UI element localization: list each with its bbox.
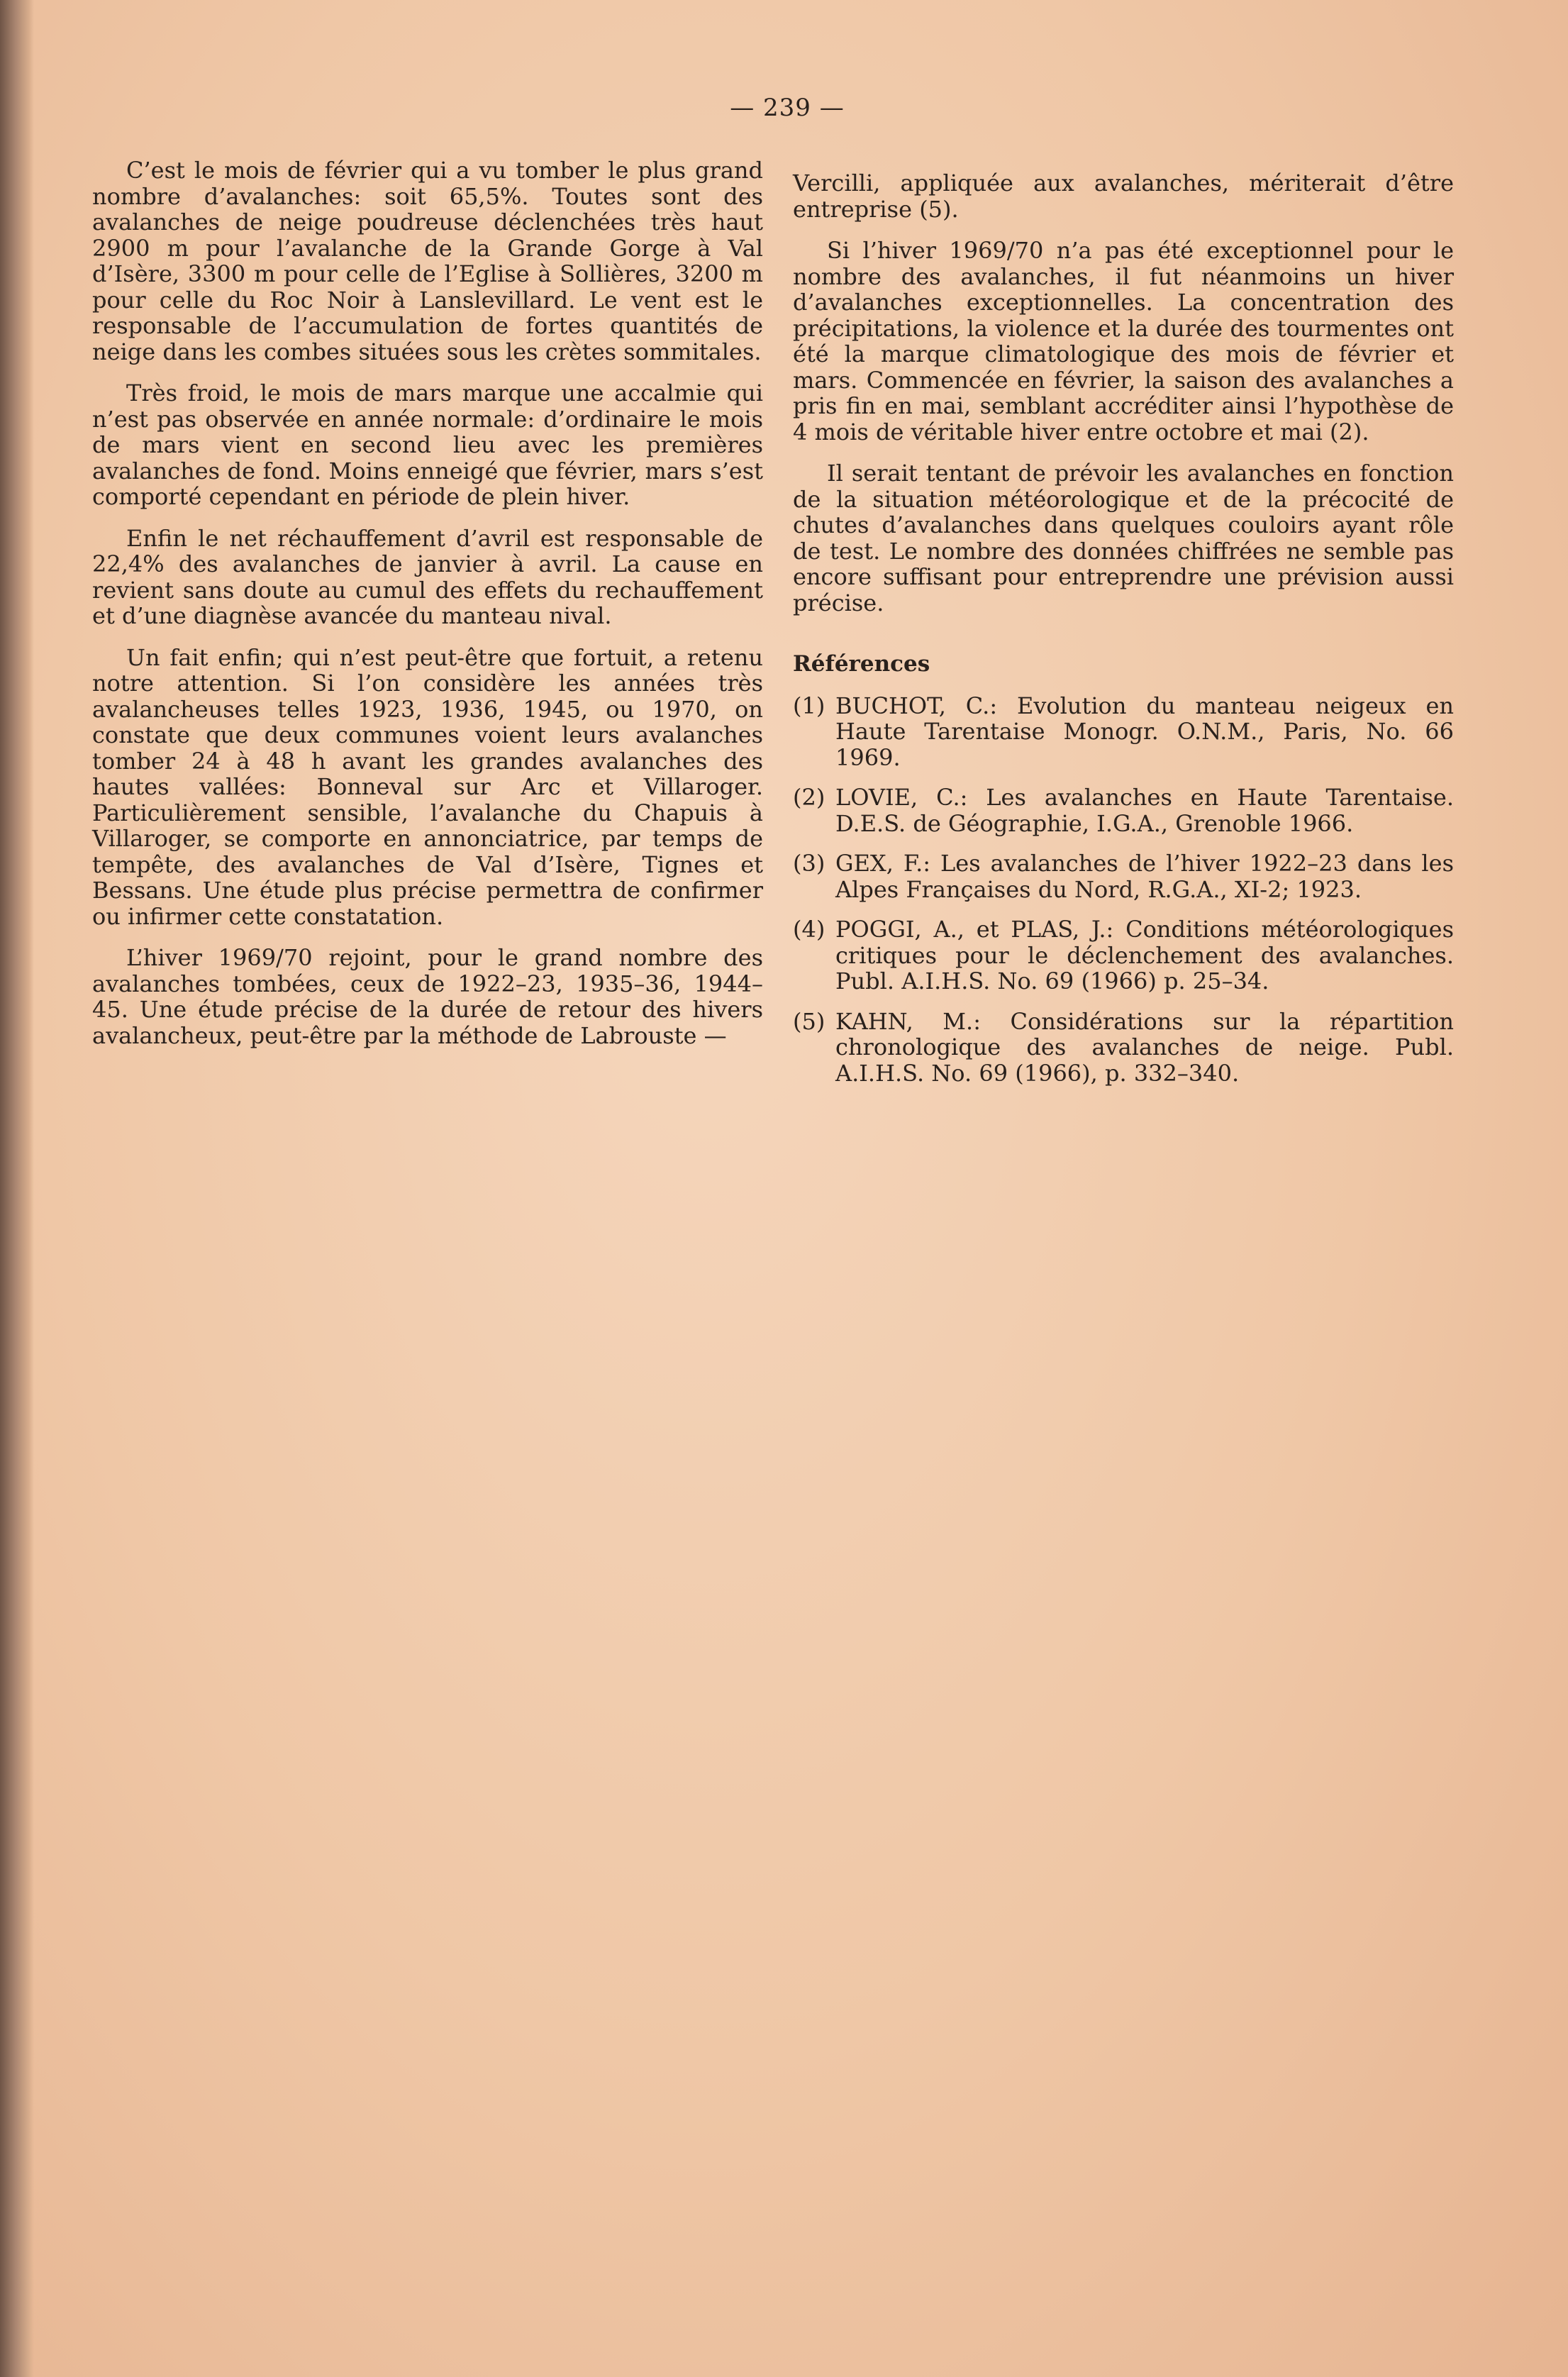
left-column — [92, 157, 763, 1064]
reference-text: KAHN, M.: Considérations sur la répartition chronologique des avalanches de neige. Publ. A.I.H.S. No. 69 (1966), p. 332–340. — [835, 1007, 1454, 1087]
paragraph-forecast: Il serait tentant de prévoir les avalanches en fonction de la situation météorologique et de la précocité de chutes d’avalanches dans quelques couloirs ayant rôle de test. Le nombre des données chiffrées ne semble pas encore suffisant pour entreprendre une prévision aussi précise. — [793, 460, 1454, 616]
reference-text: BUCHOT, C.: Evolution du manteau neigeux en Haute Tarentaise Monogr. O.N.M., Paris, No. 66 1969. — [835, 692, 1454, 771]
reference-number: (5) — [793, 1007, 825, 1035]
reference-item — [793, 693, 1454, 771]
reference-text: POGGI, A., et PLAS, J.: Conditions météorologiques critiques pour le déclenchement des avalanches. Publ. A.I.H.S. No. 69 (1966) p. 25–34. — [835, 916, 1454, 994]
paragraph-february: C’est le mois de février qui a vu tomber le plus grand nombre d’avalanches: soit 65,5%. Toutes sont des avalanches de neige poudreuse déclenchées très haut 2900 m pour l’avalanche de la Grande Gorge à Val d’Isère, 3300 m pour celle de l’Eglise à Sollières, 3200 m pour celle du Roc Noir à Lanslevillard. Le vent est le responsable de l’accumulation de fortes quantités de neige dans les combes situées sous les crètes sommitales. — [92, 157, 763, 365]
reference-text: GEX, F.: Les avalanches de l’hiver 1922–23 dans les Alpes Françaises du Nord, R.G.A., XI-2; 1923. — [835, 850, 1454, 903]
reference-number: (2) — [793, 784, 825, 811]
page-number: — 239 — — [730, 94, 845, 122]
reference-number: (1) — [793, 692, 825, 719]
paragraph-april: Enfin le net réchauffement d’avril est responsable de 22,4% des avalanches de janvier à avril. La cause en revient sans doute au cumul des effets du rechauffement et d’une diagnèse avancée du manteau nival. — [92, 524, 763, 629]
paragraph-winter-1969: L’hiver 1969/70 rejoint, pour le grand nombre des avalanches tombées, ceux de 1922–23, 1935–36, 1944–45. Une étude précise de la durée de retour des hivers avalancheux, peut-être par la méthode de Labrouste — — [92, 944, 763, 1049]
reference-item — [793, 850, 1454, 902]
paragraph-march: Très froid, le mois de mars marque une accalmie qui n’est pas observée en année normale: d’ordinaire le mois de mars vient en second lieu avec les premières avalanches de fond. Moins enneigé que février, mars s’est comporté cependant en période de plein hiver. — [92, 379, 763, 510]
reference-item — [793, 785, 1454, 836]
paragraph-continuation: Vercilli, appliquée aux avalanches, mériterait d’être entreprise (5). — [793, 170, 1454, 223]
references-heading: Références — [793, 651, 930, 677]
book-spine-shadow — [0, 0, 34, 2377]
reference-item — [793, 1009, 1454, 1087]
right-column — [793, 170, 1454, 1100]
paragraph-exceptional-winter: Si l’hiver 1969/70 n’a pas été exceptionnel pour le nombre des avalanches, il fut néanmoins un hiver d’avalanches exceptionnelles. La concentration des précipitations, la violence et la durée des tourmentes ont été la marque climatologique des mois de février et mars. Commencée en février, la saison des avalanches a pris fin en mai, semblant accréditer ainsi l’hypothèse de 4 mois de véritable hiver entre octobre et mai (2). — [793, 237, 1454, 445]
reference-item — [793, 916, 1454, 994]
paragraph-observation: Un fait enfin; qui n’est peut-être que fortuit, a retenu notre attention. Si l’on considère les années très avalancheuses telles 1923, 1936, 1945, ou 1970, on constate que deux communes voient leurs avalanches tomber 24 à 48 h avant les grandes avalanches des hautes vallées: Bonneval sur Arc et Villaroger. Particulièrement sensible, l’avalanche du Chapuis à Villaroger, se comporte en annonciatrice, par temps de tempête, des avalanches de Val d’Isère, Tignes et Bessans. Une étude plus précise permettra de confirmer ou infirmer cette constatation. — [92, 643, 763, 930]
reference-text: LOVIE, C.: Les avalanches en Haute Tarentaise. D.E.S. de Géographie, I.G.A., Grenoble 1966. — [835, 784, 1454, 837]
reference-number: (4) — [793, 916, 825, 943]
reference-number: (3) — [793, 850, 825, 877]
